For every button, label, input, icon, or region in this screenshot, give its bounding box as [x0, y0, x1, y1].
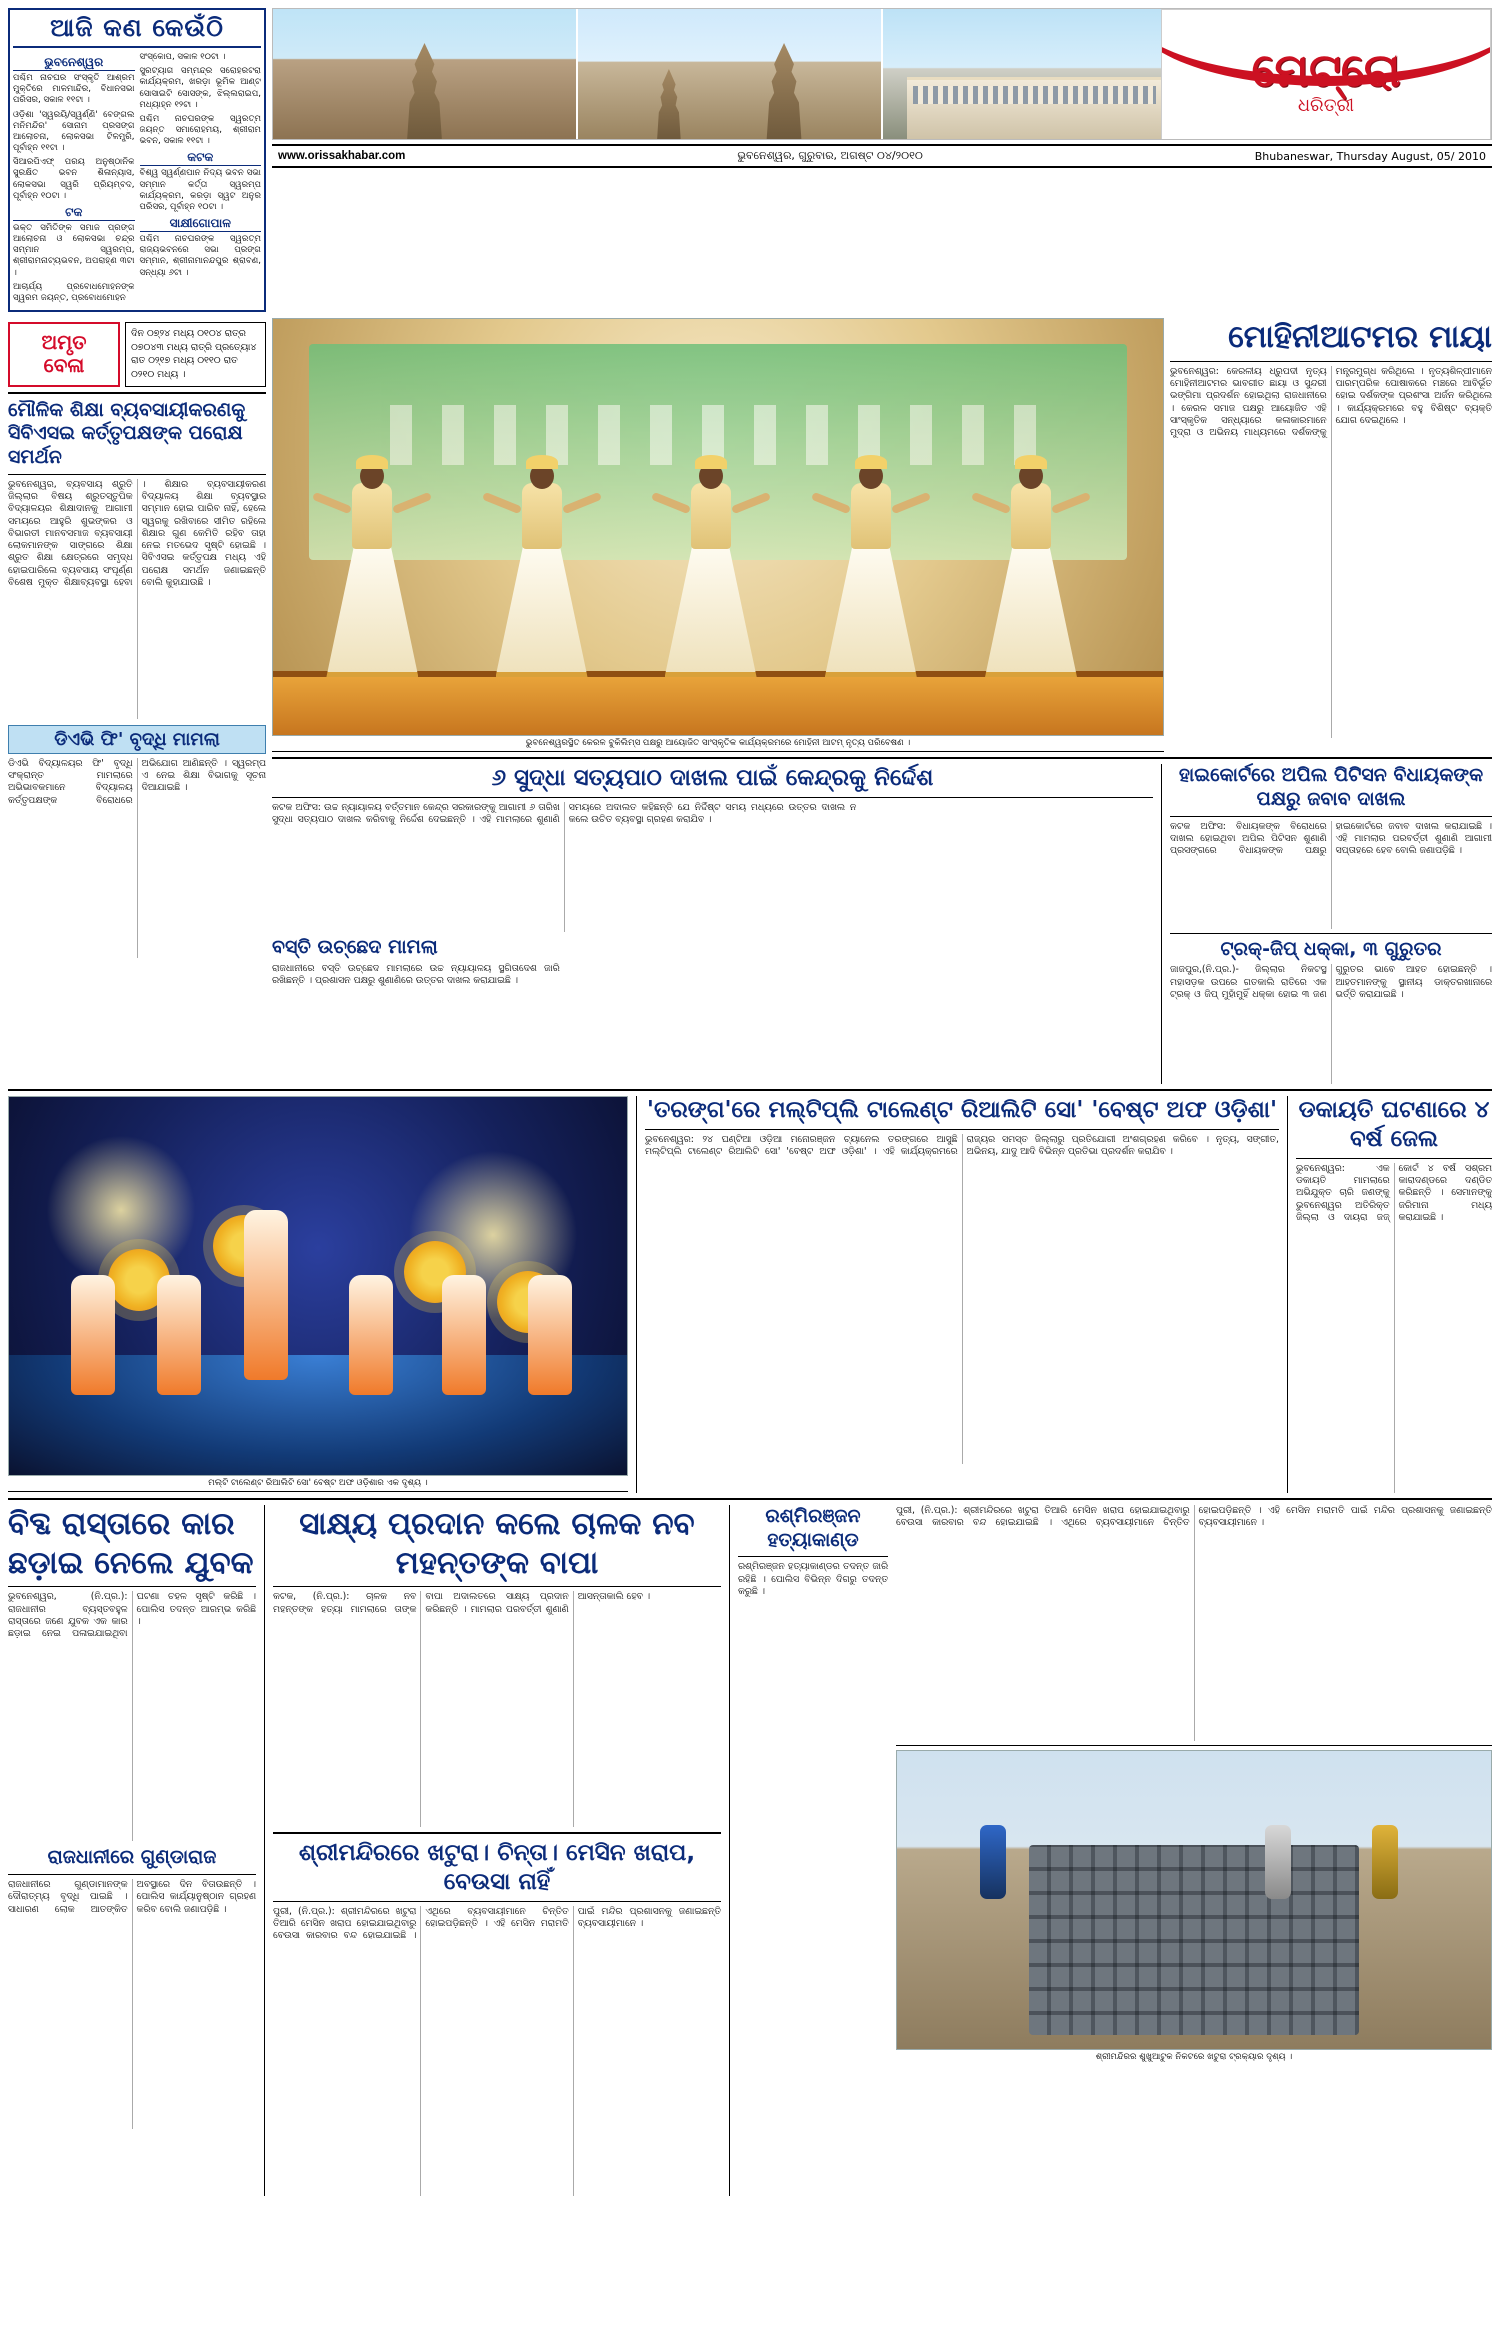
performer-figure: [244, 1210, 288, 1380]
amruta-badge-line1: ଅମୃତ: [41, 330, 87, 355]
lower-band: [8, 1505, 1492, 2196]
performer-figure: [157, 1275, 201, 1395]
performer-figure: [71, 1275, 115, 1395]
amruta-timing-text: ଦିନ ୦୭୍‍୨୪ ମଧ୍ୟ ୦୧୦୪ ରାତ୍ର ୦୭୦୪୩ ମଧ୍ୟ ରାତ୍ରି ପ୍ରତ୍ୟୋ୪ ରାତ ୦୨୍‍୧୭ ମଧ୍ୟ ୦୧୧୦ ରାତ ୦୨୧୦ ମଧ୍ୟ ।: [125, 322, 266, 387]
person-figure: [980, 1825, 1006, 1899]
stage-floor: [273, 671, 1163, 735]
amruta-badge-line2: ବେଳା: [43, 353, 85, 378]
car-headline: ବିବ୍ଦ ରାସ୍ତାରେ କାର ଛଡ଼ାଇ ନେଲେ ଯୁବକ: [8, 1505, 254, 1581]
masthead-title: ମେଟ୍ରୋ: [1251, 42, 1401, 97]
education-body: ଭୁବନେଶ୍ୱର, ବ୍ୟବସାୟ ଶ୍ରୁତି ଜିଲ୍ଲାର ବିଷୟ ଶ୍ରୁତସ୍ତୁପିକ ବିଦ୍ୟାଳୟର ଶିକ୍ଷାଦାନକୁ ଆଗାମୀ ସମୟରେ ଆହୁରି ଶୁଭଙ୍କର ଓ ବିଭାରତୀ ମାନବସମାଜ ବ୍ୟବସାୟୀ ଲୋକମାନଙ୍କ ସାଙ୍ଗରେ ଶିକ୍ଷା ଶ୍ରୁତ ଶିକ୍ଷା କ୍ଷେତ୍ରରେ ସମୃଦ୍ଧ ହୋଇପାରିଲେ ବ୍ୟବସାୟ ସଂପୂର୍ଣ୍ଣ ବିଶେଷ ମୁକ୍ତ ଶିକ୍ଷାବ୍ୟବସ୍ଥା ହେବା । ଶିକ୍ଷାର ବ୍ୟବସାୟୀକରଣ ବିଦ୍ୟାଳୟ ଶିକ୍ଷା ବ୍ୟବସ୍ଥାର ସମ୍ମାନ ହୋଇ ପାରିବ ନାହିଁ, ହେଲେ ସ୍ୱରକୁ ରଖିବାରେ ସୀମିତ ରହିଲେ ଶିକ୍ଷାର ଗୁଣ କେମିତି ରହିବ ତାହା ନେଇ ମତଭେଦ ସୃଷ୍ଟି ହୋଇଛି । ସିବିଏସଇ କର୍ତ୍ତୃପକ୍ଷ ମଧ୍ୟ ଏହି ପରୋକ୍ଷ ସମର୍ଥନ ଜଣାଇଛନ୍ତି ବୋଲି କୁହାଯାଉଛି ।: [8, 478, 266, 588]
aaji-item: ସଂସ୍କୋପ, ସକାଳ ୧୦ଟା ।: [139, 52, 226, 62]
basti-body: ରାଜଧାନୀରେ ବସ୍ତି ଉଚ୍ଛେଦ ମାମଲାରେ ଉଚ୍ଚ ନ୍ୟାୟାଳୟ ସ୍ଥଗିତାଦେଶ ଜାରି ରଖିଛନ୍ତି । ପ୍ରଶାସନ ପକ୍ଷରୁ ଶୁଣାଣିରେ ଉତ୍ତର ଦାଖଲ କରାଯାଇଛି ।: [272, 962, 560, 986]
education-headline: ମୌଳିକ ଶିକ୍ଷା ବ୍ୟବସାୟୀକରଣକୁ ସିବିଏସଇ କର୍ତ୍ତୃପକ୍ଷଙ୍କ ପରୋକ୍ଷ ସମର୍ଥନ: [8, 398, 246, 469]
satyapath-body: କଟକ ଅଫିସ: ଉଚ୍ଚ ନ୍ୟାୟାଳୟ ବର୍ତ୍ତମାନ କେନ୍ଦ୍ର ସରକାରଙ୍କୁ ଆଗାମୀ ୬ ତାରିଖ ସୁଦ୍ଧା ସତ୍ୟପାଠ ଦାଖଲ କରିବାକୁ ନିର୍ଦ୍ଦେଶ ଦେଇଛନ୍ତି । ଏହି ମାମଲାରେ ଶୁଣାଣି ସମୟରେ ଅଦାଲତ କହିଛନ୍ତି ଯେ ନିର୍ଦ୍ଦିଷ୍ଟ ସମୟ ମଧ୍ୟରେ ଉତ୍ତର ଦାଖଲ ନ କଲେ ଉଚିତ ବ୍ୟବସ୍ଥା ଗ୍ରହଣ କରାଯିବ ।: [272, 801, 857, 826]
aaji-item: ଓଡ଼ିଶା 'ସ୍ୱରୟି/ସ୍ୱର୍ଣ୍ଣି' ବେଙ୍ଗଲ ମନିମନ୍ଦିର' ସୋନାମ ପ୍ରସଙ୍ଗ ଆଲୋଚନା, ଲୋକସଭା ଟିଳମ୍ପ୍ରି, ପୂର୍ବାହ୍ନ ୧୧ଟା ।: [13, 109, 135, 154]
temple-photo-1: [273, 9, 576, 139]
rajdhani-body: ରାଜଧାନୀରେ ଗୁଣ୍ଡାମାନଙ୍କ ଦୌରାତ୍ମ୍ୟ ବୃଦ୍ଧି ପାଇଛି । ସାଧାରଣ ଲୋକ ଆତଙ୍କିତ ଅବସ୍ଥାରେ ଦିନ ବିତାଉଛନ୍ତି । ପୋଲିସ କାର୍ଯ୍ୟାନୁଷ୍ଠାନ ଗ୍ରହଣ କରିବ ବୋଲି ଜଣାପଡ଼ିଛି ।: [8, 1879, 256, 1915]
masthead-logo: [1161, 9, 1491, 140]
aaji-item: ପଶ୍ଚିମ ନାଚଘରଙ୍କ ସ୍ୱରତ୍ମ ରାଜ୍ୟଭବନରେ ସଭା ପ୍ରଙ୍ଗ ସମ୍ମାନ, ଶ୍ରୀନାମାନନ୍ଦପୁର ଶ୍ରାବଣ, ସନ୍ଧ୍ୟା ୬ଟା ।: [139, 234, 261, 278]
courts-block: [272, 764, 1492, 1084]
truck-headline: ଟ୍ରକ୍‍-ଜିପ୍ ଧକ୍କା, ୩ ଗୁରୁତର: [1220, 937, 1442, 960]
dateline-odia: ଭୁବନେଶ୍ୱର, ଗୁରୁବାର, ଅଗଷ୍ଟ ୦୪/୨୦୧୦: [737, 149, 923, 162]
aaji-item: ଆଚାର୍ଯ୍ୟ ପ୍ରବୋଧମୋହନଙ୍କ ସ୍ୱରମ ଜୟନ୍ତ, ପ୍ରବୋଧମୋହନ: [13, 281, 135, 303]
highcourt-body: କଟକ ଅଫିସ: ବିଧାୟକଙ୍କ ବିରୋଧରେ ଦାଖଲ ହୋଇଥିବା ଅପିଲ ପିଟିସନ ଶୁଣାଣି ପ୍ରସଙ୍ଗରେ ବିଧାୟକଙ୍କ ପକ୍ଷରୁ ହାଇକୋର୍ଟରେ ଜବାବ ଦାଖଲ କରାଯାଇଛି । ଏହି ମାମଲାର ପରବର୍ତ୍ତୀ ଶୁଣାଣି ଆଗାମୀ ସପ୍ତାହରେ ହେବ ବୋଲି ଜଣାପଡ଼ିଛି ।: [1170, 820, 1492, 857]
person-figure: [1265, 1825, 1291, 1899]
dancer-figure: [825, 427, 917, 677]
street-photo-caption: ଶ୍ରୀମନ୍ଦିରର ଶୁଖୁଆଟୁକ ନିକଟରେ ଖଟୁରା ଟ୍ରକ୍ୟାର ଦୃଶ୍ୟ ।: [1095, 2051, 1293, 2062]
amruta-bela-block: [8, 322, 266, 387]
masthead-subtitle: ଧରିତ୍ରୀ: [1297, 94, 1355, 116]
amruta-badge: [8, 322, 120, 387]
dav-fee-body: ଡିଏଭି ବିଦ୍ୟାଳୟର ଫି' ବୃଦ୍ଧି ସଂକ୍ରାନ୍ତ ମାମଲାରେ ଅଭିଭାବକମାନେ ବିଦ୍ୟାଳୟ କର୍ତ୍ତୃପକ୍ଷଙ୍କ ବିରୋଧରେ ଅଭିଯୋଗ ଆଣିଛନ୍ତି । ସ୍ୱରମ୍ପ ଏ ନେଇ ଶିକ୍ଷା ବିଭାଗକୁ ସୂଚନା ଦିଆଯାଇଛି ।: [8, 757, 266, 806]
aaji-sub-heading: ଟକ: [13, 205, 135, 221]
mohiniattam-body: ଭୁବନେଶ୍ୱର: କେରଳୀୟ ଧ୍ରୁପଦୀ ନୃତ୍ୟ ମୋହିନୀଆଟମର ଭାବଗୀତ ଛାୟା ଓ ସୁନ୍ଦରୀ ଭଙ୍ଗିମା ପ୍ରଦର୍ଶନ ହୋଇଥିଲା ରାଜଧାନୀରେ । କେରଳ ସମାଜ ପକ୍ଷରୁ ଆୟୋଜିତ ଏହି ସାଂସ୍କୃତିକ ସନ୍ଧ୍ୟାରେ କଳାକାରମାନେ ମୁଦ୍ରା ଓ ଅଭିନୟ ମାଧ୍ୟମରେ ଦର୍ଶକଙ୍କୁ ମନ୍ତ୍ରମୁଗ୍ଧ କରିଥିଲେ । ନୃତ୍ୟଶିଳ୍ପୀମାନେ ପାରମ୍ପରିକ ପୋଷାକରେ ମଞ୍ଚରେ ଆବିର୍ଭୂତ ହୋଇ ଦର୍ଶକଙ୍କ ପ୍ରଶଂସା ଅର୍ଜନ କରିଥିଲେ । କାର୍ଯ୍ୟକ୍ରମରେ ବହୁ ବିଶିଷ୍ଟ ବ୍ୟକ୍ତି ଯୋଗ ଦେଇଥିଲେ ।: [1170, 365, 1492, 439]
satyapath-headline: ୬ ସୁଦ୍ଧା ସତ୍ୟପାଠ ଦାଖଲ ପାଇଁ କେନ୍ଦ୍ରକୁ ନିର୍ଦ୍ଦେଶ: [491, 765, 934, 792]
mohiniattam-headline: ମୋହିନୀଆଟମର ମାୟା: [1228, 319, 1492, 356]
dav-fee-headline: ଡିଏଭି ଫି' ବୃଦ୍ଧି ମାମଲା: [8, 725, 266, 754]
main-upper-area: [272, 318, 1492, 1084]
aaji-item: ବିଶ୍ୱ ସ୍ୱର୍ଣ୍ଣପାନ ନିଦ୍ୟ ଭବନ ସଭା ସମ୍ମାନ କର୍ତ୍ତା ସ୍ୱରମ୍ପ କାର୍ଯ୍ୟକ୍ରମ, କରଡ଼ା ସ୍ୱଟ ଅନୁର ପରିସର, ପୂର୍ବାହ୍ନ ୧୦ଟା ।: [139, 168, 261, 212]
aaji-sub-heading: ସାକ୍ଷୀଗୋପାଳ: [140, 216, 262, 232]
dancer-figure: [665, 427, 757, 677]
building-photo: [883, 9, 1186, 139]
masthead: [272, 8, 1492, 312]
dakayati-body: ଭୁବନେଶ୍ୱର: ଏକ ଡକାୟତି ମାମଲାରେ ଅଭିଯୁକ୍ତ ଚାରି ଜଣଙ୍କୁ ଭୁବନେଶ୍ୱର ଅତିରିକ୍ତ ଜିଲ୍ଲା ଓ ଦାୟରା ଜଜ୍ କୋର୍ଟ ୪ ବର୍ଷ ସଶ୍ରମ କାରାଦଣ୍ଡରେ ଦଣ୍ଡିତ କରିଛନ୍ତି । ସେମାନଙ୍କୁ ଜରିମାନା ମଧ୍ୟ କରାଯାଇଛି ।: [1296, 1162, 1492, 1223]
sakhya-body: କଟକ, (ନି.ପ୍ର.): ଚାଳକ ନବ ମହନ୍ତଙ୍କ ହତ୍ୟା ମାମଲାରେ ତାଙ୍କ ବାପା ଅଦାଲତରେ ସାକ୍ଷ୍ୟ ପ୍ରଦାନ କରିଛନ୍ତି । ମାମଲାର ପରବର୍ତ୍ତୀ ଶୁଣାଣି ଆସନ୍ତାକାଲି ହେବ ।: [273, 1591, 651, 1615]
highcourt-headline: ହାଇକୋର୍ଟରେ ଅପିଲ ପିଟିସନ ବିଧାୟକଙ୍କ ପକ୍ଷରୁ ଜବାବ ଦାଖଲ: [1178, 764, 1484, 810]
basti-headline: ବସ୍ତି ଉଚ୍ଛେଦ ମାମଲା: [272, 935, 438, 958]
dancer-figure: [326, 427, 418, 677]
upper-content-band: [8, 318, 1492, 1084]
car-body: ଭୁବନେଶ୍ୱର, (ନି.ପ୍ର.): ରାଜଧାନୀର ବ୍ୟସ୍ତବହୁଳ ରାସ୍ତାରେ ଜଣେ ଯୁବକ ଏକ କାର ଛଡ଼ାଇ ନେଇ ପଳାଇଯାଇଥିବା ଘଟଣା ଚହଳ ସୃଷ୍ଟି କରିଛି । ପୋଲିସ ତଦନ୍ତ ଆରମ୍ଭ କରିଛି ।: [8, 1591, 256, 1640]
temple-photo-2: [578, 9, 881, 139]
performer-figure: [349, 1275, 393, 1395]
rashmi-body: ରଶ୍ମିରଞ୍ଜନ ହତ୍ୟାକାଣ୍ଡର ତଦନ୍ତ ଜାରି ରହିଛି । ପୋଲିସ ବିଭିନ୍ନ ଦିଗରୁ ତଦନ୍ତ କରୁଛି ।: [738, 1561, 888, 1597]
aaji-city-heading: ଭୁବନେଶ୍ୱର: [13, 55, 135, 71]
aaji-item: ସିଆରପିଏଫ୍ ପରୟ ଅନୁଷ୍ଠାନିକ ସୁରକ୍ଷିତ ଭବନ ଶିଳାନ୍ୟାସ, ଲୋକସଭା ସ୍ୱରି ପ୍ରିୟମ୍ବଦ, ପୂର୍ବାହ୍ନ ୧୦ଟା ।: [13, 157, 135, 201]
aaji-sub-heading: କଟକ: [140, 150, 262, 166]
website-url[interactable]: www.orissakhabar.com: [278, 150, 406, 162]
reality-show-band: [8, 1096, 1492, 1493]
temple-street-photo: [896, 1750, 1492, 2050]
dakayati-headline: ଡକାୟତି ଘଟଣାରେ ୪ ବର୍ଷ ଜେଲ: [1298, 1097, 1490, 1153]
mohiniattam-caption: ଭୁବନେଶ୍ୱରସ୍ଥିତ କେରଳ ବୁକିଲିମ୍ସ ପକ୍ଷରୁ ଆୟୋଜିତ ସାଂସ୍କୃତିକ କାର୍ଯ୍ୟକ୍ରମରେ ମୋହିନୀ ଆଟମ୍ ନୃତ୍ୟ ପରିବେଷଣ ।: [272, 736, 1164, 752]
rashmi-headline: ରଶ୍ମିରଞ୍ଜନ ହତ୍ୟାକାଣ୍ଡ: [765, 1504, 861, 1551]
mohiniattam-block: [272, 318, 1492, 752]
tarang-headline: 'ତରଙ୍ଗ'ରେ ମଲ୍ଟିପ୍ଲି ଟାଲେଣ୍ଟ ରିଆଲିଟି ସୋ' 'ବେଷ୍ଟ ଅଫ ଓଡ଼ିଶା': [646, 1097, 1278, 1124]
performer-figure: [442, 1275, 486, 1395]
person-figure: [1372, 1825, 1398, 1899]
sakhya-headline: ସାକ୍ଷ୍ୟ ପ୍ରଦାନ କଲେ ଚାଳକ ନବ ମହନ୍ତଙ୍କ ବାପା: [299, 1505, 695, 1581]
masthead-photo-strip: [272, 8, 1492, 140]
lower-filler-body: ପୁରୀ, (ନି.ପ୍ର.): ଶ୍ରୀମନ୍ଦିରରେ ଖଟୁରା ତିଆରି ମେସିନ ଖରାପ ହୋଇଯାଇଥିବାରୁ ବେଉସା କାରବାର ବନ୍ଦ ହୋଇଯାଇଛି । ଏଥିରେ ବ୍ୟବସାୟୀମାନେ ଚିନ୍ତିତ ହୋଇପଡ଼ିଛନ୍ତି । ଏହି ମେସିନ ମରାମତି ପାଇଁ ମନ୍ଦିର ପ୍ରଶାସନକୁ ଜଣାଇଛନ୍ତି ବ୍ୟବସାୟୀମାନେ ।: [896, 1504, 1492, 1529]
aaji-kana-keunthi-box: [8, 8, 266, 312]
dateline-english: Bhubaneswar, Thursday August, 05/ 2010: [1254, 149, 1486, 163]
performer-figure: [528, 1275, 572, 1395]
tarang-body: ଭୁବନେଶ୍ୱର: ୨୪ ଘଣ୍ଟିଆ ଓଡ଼ିଆ ମନୋରଞ୍ଜନ ଚ୍ୟାନେଲ ତରଙ୍ଗରେ ଆସୁଛି ମଲ୍ଟିପ୍ଲି ଟାଲେଣ୍ଟ ରିଆଲିଟି ସୋ' 'ବେଷ୍ଟ ଅଫ ଓଡ଼ିଶା' । ଏହି କାର୍ଯ୍ୟକ୍ରମରେ ରାଜ୍ୟର ସମସ୍ତ ଜିଲ୍ଲାରୁ ପ୍ରତିଯୋଗୀ ଅଂଶଗ୍ରହଣ କରିବେ । ନୃତ୍ୟ, ସଙ୍ଗୀତ, ଅଭିନୟ, ଯାଦୁ ଆଦି ବିଭିନ୍ନ ପ୍ରତିଭା ପ୍ରଦର୍ଶନ କରାଯିବ ।: [645, 1134, 1279, 1158]
truck-body: ଜାଜପୁର,(ନି.ପ୍ର.)- ଜିଲ୍ଲାର ନିକଟସ୍ଥ ମହାସଡ଼କ ଉପରେ ଗତକାଲି ରାତିରେ ଏକ ଟ୍ରକ୍ ଓ ଜିପ୍ ମୁହାଁମୁହିଁ ଧକ୍କା ହୋଇ ୩ ଜଣ ଗୁରୁତର ଭାବେ ଆହତ ହୋଇଛନ୍ତି । ଆହତମାନଙ୍କୁ ସ୍ଥାନୀୟ ଡାକ୍ତରଖାନାରେ ଭର୍ତ୍ତି କରାଯାଇଛି ।: [1170, 964, 1492, 1000]
aaji-item: ଭକ୍ତ ସମିତିଙ୍କ ସମାଜ ପ୍ରଙ୍ଗ ଆଲୋଚନା ଓ ଲୋକସଭା ଚନ୍ଦ୍ର ସମ୍ମାନ ସ୍ୱରମ୍ପ, ଶ୍ରୀରାମନାଟ୍ୟଭବନ, ଅପରାହ୍ଣ ୩ଟା ।: [13, 222, 135, 278]
aaji-item: ସୁରଟ୍ୟାଗ ସମ୍ମନ୍ଦ୍ର ସରୋହରଟରା କାର୍ଯ୍ୟକ୍ରମ, ଖରଡ଼ା ଭୂମିକ ଆଣ୍ଟ ସୋସାଇଟି ସୋସଙ୍କ, ଝିଲ୍ଲରାଇପ, ମଧ୍ୟାହ୍ନ ୧୨ଟା ।: [139, 66, 261, 110]
masthead-info-bar: [272, 144, 1492, 168]
dancer-figure: [496, 427, 588, 677]
aaji-item: ପଶ୍ଚିମ ନାଚଘରଙ୍କ ସ୍ୱରତ୍ମ ଜୟନ୍ତ ସମାରୋହମୟ, ଶ୍ରୀରାମ ଭବନ, ସକାଳ ୧୧ଟା ।: [139, 113, 261, 147]
mohiniattam-photo: [272, 318, 1164, 736]
left-rail: [8, 318, 266, 1084]
drum-stack: [1029, 1845, 1359, 2035]
reality-show-photo: [8, 1096, 628, 1476]
rajdhani-headline: ରାଜଧାନୀରେ ଗୁଣ୍ଡାରାଜ: [47, 1846, 217, 1869]
dancer-figure: [985, 427, 1077, 677]
top-band: [8, 8, 1492, 312]
aaji-right-column: [140, 52, 262, 307]
aaji-item: ପଶ୍ଚିମ ନାଚଘର ସଂସ୍କୃତି ଆଶ୍ରମ ମୁକ୍ତିରେ ମାଳମାନ୍ଦିର, ବିଧାନସଭା ପରିସର, ସକାଳ ୧୧ଟା ।: [13, 73, 135, 106]
logo-arc-decor: [1161, 9, 1491, 86]
aaji-left-column: [13, 52, 135, 307]
aaji-title: ଆଜି କଣ କେଉଁଠି: [13, 13, 261, 48]
temple-body: ପୁରୀ, (ନି.ପ୍ର.): ଶ୍ରୀମନ୍ଦିରରେ ଖଟୁରା ତିଆରି ମେସିନ ଖରାପ ହୋଇଯାଇଥିବାରୁ ବେଉସା କାରବାର ବନ୍ଦ ହୋଇଯାଇଛି । ଏଥିରେ ବ୍ୟବସାୟୀମାନେ ଚିନ୍ତିତ ହୋଇପଡ଼ିଛନ୍ତି । ଏହି ମେସିନ ମରାମତି ପାଇଁ ମନ୍ଦିର ପ୍ରଶାସନକୁ ଜଣାଇଛନ୍ତି ବ୍ୟବସାୟୀମାନେ ।: [273, 1905, 721, 1942]
reality-show-caption: ମଲ୍ଟି ଟାଲେଣ୍ଟ ରିଆଲିଟି ସୋ' ବେଷ୍ଟ ଅଫ ଓଡ଼ିଶାର ଏକ ଦୃଶ୍ୟ ।: [8, 1476, 628, 1492]
temple-headline: ଶ୍ରୀମନ୍ଦିରରେ ଖଟୁରା। ଚିନ୍ତା। ମେସିନ ଖରାପ, ବେଉସା ନାହିଁ: [298, 1840, 696, 1896]
